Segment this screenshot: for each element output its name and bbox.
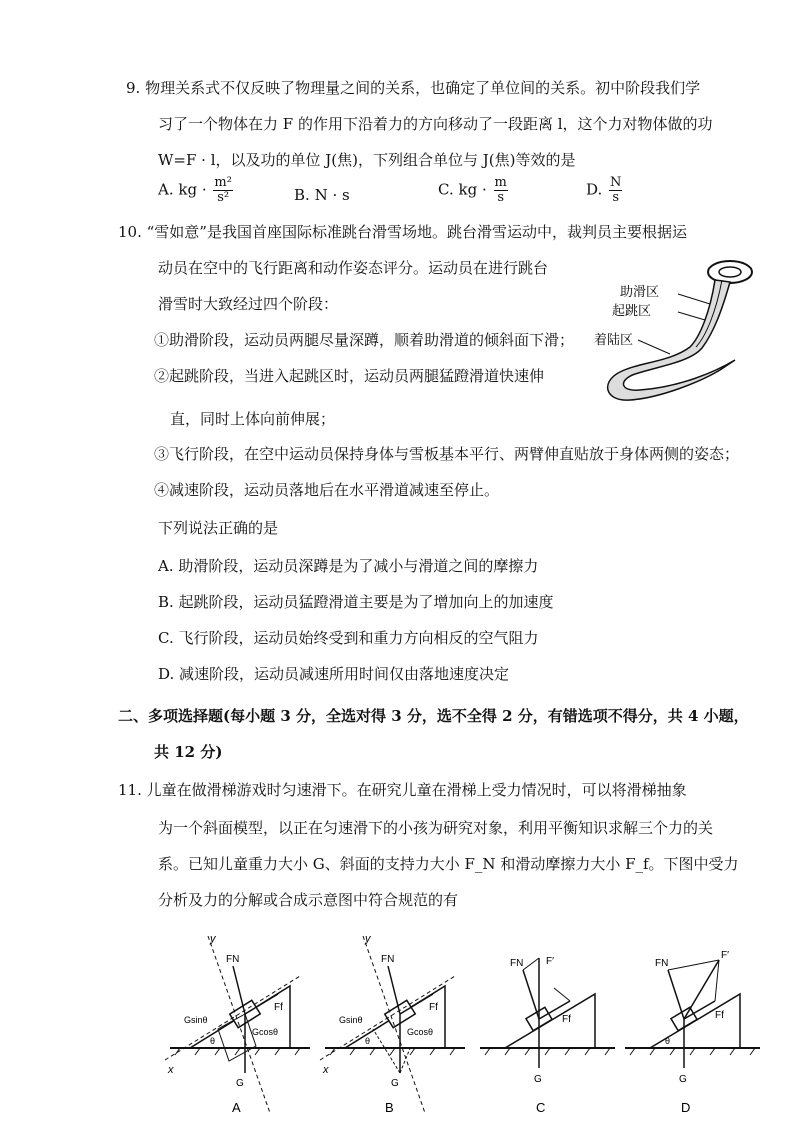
q9-option-c: [438, 176, 508, 205]
pointer-zone2: [678, 312, 705, 320]
force-diagram-a: [150, 928, 310, 1118]
denominator: s: [497, 190, 505, 205]
q10-stage2b: 直，同时上体向前伸展；: [170, 410, 336, 428]
q9-option-a: [158, 176, 233, 205]
label-gsin: Gsinθ: [184, 1015, 208, 1025]
force-diagram-c: [470, 928, 620, 1118]
label-theta: θ: [665, 1036, 671, 1046]
q10-prompt: 下列说法正确的是: [158, 519, 279, 537]
option-letter: C.: [438, 180, 454, 199]
label-ff: Ff: [274, 1002, 283, 1013]
force-diagram-d: [615, 928, 765, 1118]
q11-line2: 为一个斜面模型，以正在匀速滑下的小孩为研究对象，利用平衡知识求解三个力的关: [158, 819, 714, 837]
option-letter: A.: [158, 180, 174, 199]
zone-label-2: 起跳区: [612, 303, 652, 318]
label-fp: F′: [546, 956, 554, 967]
ground-hatch: [175, 1048, 300, 1055]
ski-jump-figure: [590, 252, 760, 412]
section2-line2: 共 12 分): [154, 743, 223, 761]
component-line-1: [373, 1029, 400, 1073]
fraction: [609, 176, 622, 205]
q10-option-d: D. 减速阶段，运动员减速所用时间仅由落地速度决定: [158, 665, 510, 683]
label-theta: θ: [365, 1036, 371, 1046]
q10-line2: 动员在空中的飞行距离和动作姿态评分。运动员在进行跳台: [158, 259, 549, 277]
label-ff: Ff: [715, 1010, 724, 1021]
normal-force-arrow: [523, 970, 539, 1019]
label-gsin: Gsinθ: [339, 1015, 363, 1025]
caption-c: C: [536, 1100, 546, 1115]
label-g: G: [391, 1078, 399, 1089]
q9-line1: 9. 物理关系式不仅反映了物理量之间的关系，也确定了单位间的关系。初中阶段我们学: [126, 79, 701, 97]
ground-hatch: [485, 1048, 610, 1055]
label-fn: FN: [655, 958, 669, 969]
q9-line2: 习了一个物体在力 F 的作用下沿着力的方向移动了一段距离 l，这个力对物体做的功: [158, 115, 713, 133]
force-diagram-b: [305, 928, 465, 1118]
q10-option-c: C. 飞行阶段，运动员始终受到和重力方向相反的空气阻力: [158, 629, 539, 647]
q11-line3: 系。已知儿童重力大小 G、斜面的支持力大小 F_N 和滑动摩擦力大小 F_f。下图中受力: [158, 855, 739, 873]
normal-force-arrow: [668, 970, 684, 1019]
denominator: s: [612, 190, 620, 205]
pointer-zone3: [638, 340, 670, 354]
label-ff: Ff: [562, 1014, 571, 1025]
numerator: m²: [214, 175, 232, 190]
ground-hatch: [630, 1048, 755, 1055]
denominator: s²: [217, 190, 230, 205]
label-g: G: [534, 1074, 542, 1085]
section2-line1: 二、多项选择题(每小题 3 分，全选对得 3 分，选不全得 2 分，有错选项不得分，共 4 小题，: [118, 707, 749, 725]
label-theta: θ: [210, 1036, 216, 1046]
label-gcos: Gcosθ: [252, 1027, 279, 1037]
label-x: x: [323, 1064, 329, 1076]
q10-stage3: ③飞行阶段，在空中运动员保持身体与雪板基本平行、两臂伸直贴放于身体两侧的姿态；: [154, 445, 740, 463]
label-gcos: Gcosθ: [407, 1027, 434, 1037]
pointer-zone1: [678, 294, 710, 304]
ground-hatch: [330, 1048, 455, 1055]
q9-line3: W=F · l，以及功的单位 J(焦)，下列组合单位与 J(焦)等效的是: [158, 151, 576, 169]
numerator: m: [494, 175, 507, 190]
normal-force-arrow: [388, 966, 400, 1014]
option-letter: B.: [294, 186, 310, 204]
normal-force-arrow: [233, 966, 245, 1014]
numerator: N: [610, 175, 622, 190]
fraction: [213, 176, 233, 205]
label-fn: FN: [226, 954, 240, 965]
label-fp: F′: [721, 950, 729, 961]
option-letter: D.: [586, 180, 603, 199]
label-y: y: [365, 933, 371, 945]
caption-d: D: [681, 1100, 691, 1115]
fraction: [494, 176, 508, 205]
label-y: y: [210, 933, 216, 945]
parallelogram-side-1: [523, 958, 539, 970]
q10-line3: 滑雪时大致经过四个阶段：: [158, 295, 339, 313]
q11-line1: 11. 儿童在做滑梯游戏时匀速滑下。在研究儿童在滑梯上受力情况时，可以将滑梯抽象: [118, 781, 687, 799]
label-g: G: [679, 1074, 687, 1085]
parallelogram-side-2: [554, 988, 570, 1001]
q10-stage2a: ②起跳阶段，当进入起跳区时，运动员两腿猛蹬滑道快速伸: [154, 367, 545, 385]
caption-a: A: [232, 1100, 241, 1115]
caption-b: B: [385, 1100, 394, 1115]
label-fn: FN: [510, 958, 524, 969]
label-x: x: [168, 1064, 174, 1076]
q10-stage1: ①助滑阶段，运动员两腿尽量深蹲，顺着助滑道的倾斜面下滑；: [154, 331, 575, 349]
zone-label-3: 着陆区: [594, 332, 634, 347]
q10-stage4: ④减速阶段，运动员落地后在水平滑道减速至停止。: [154, 481, 500, 499]
q9-option-b: [294, 186, 350, 204]
zone-label-1: 助滑区: [620, 284, 660, 299]
q10-option-b: B. 起跳阶段，运动员猛蹬滑道主要是为了增加向上的加速度: [158, 593, 554, 611]
label-fn: FN: [381, 954, 395, 965]
q11-line4: 分析及力的分解或合成示意图中符合规范的有: [158, 891, 459, 909]
option-prefix: N · s: [314, 186, 350, 204]
q10-line1: 10. “雪如意”是我国首座国际标准跳台滑雪场地。跳台滑雪运动中，裁判员主要根据运: [118, 223, 687, 241]
q10-option-a: A. 助滑阶段，运动员深蹲是为了减小与滑道之间的摩擦力: [158, 557, 539, 575]
option-prefix: kg ·: [178, 180, 207, 199]
option-prefix: kg ·: [458, 180, 487, 199]
label-g: G: [236, 1078, 244, 1089]
q9-option-d: [586, 176, 622, 205]
label-ff: Ff: [429, 1002, 438, 1013]
tower-top-inner: [719, 267, 741, 277]
parallelogram-side-1: [668, 960, 719, 970]
